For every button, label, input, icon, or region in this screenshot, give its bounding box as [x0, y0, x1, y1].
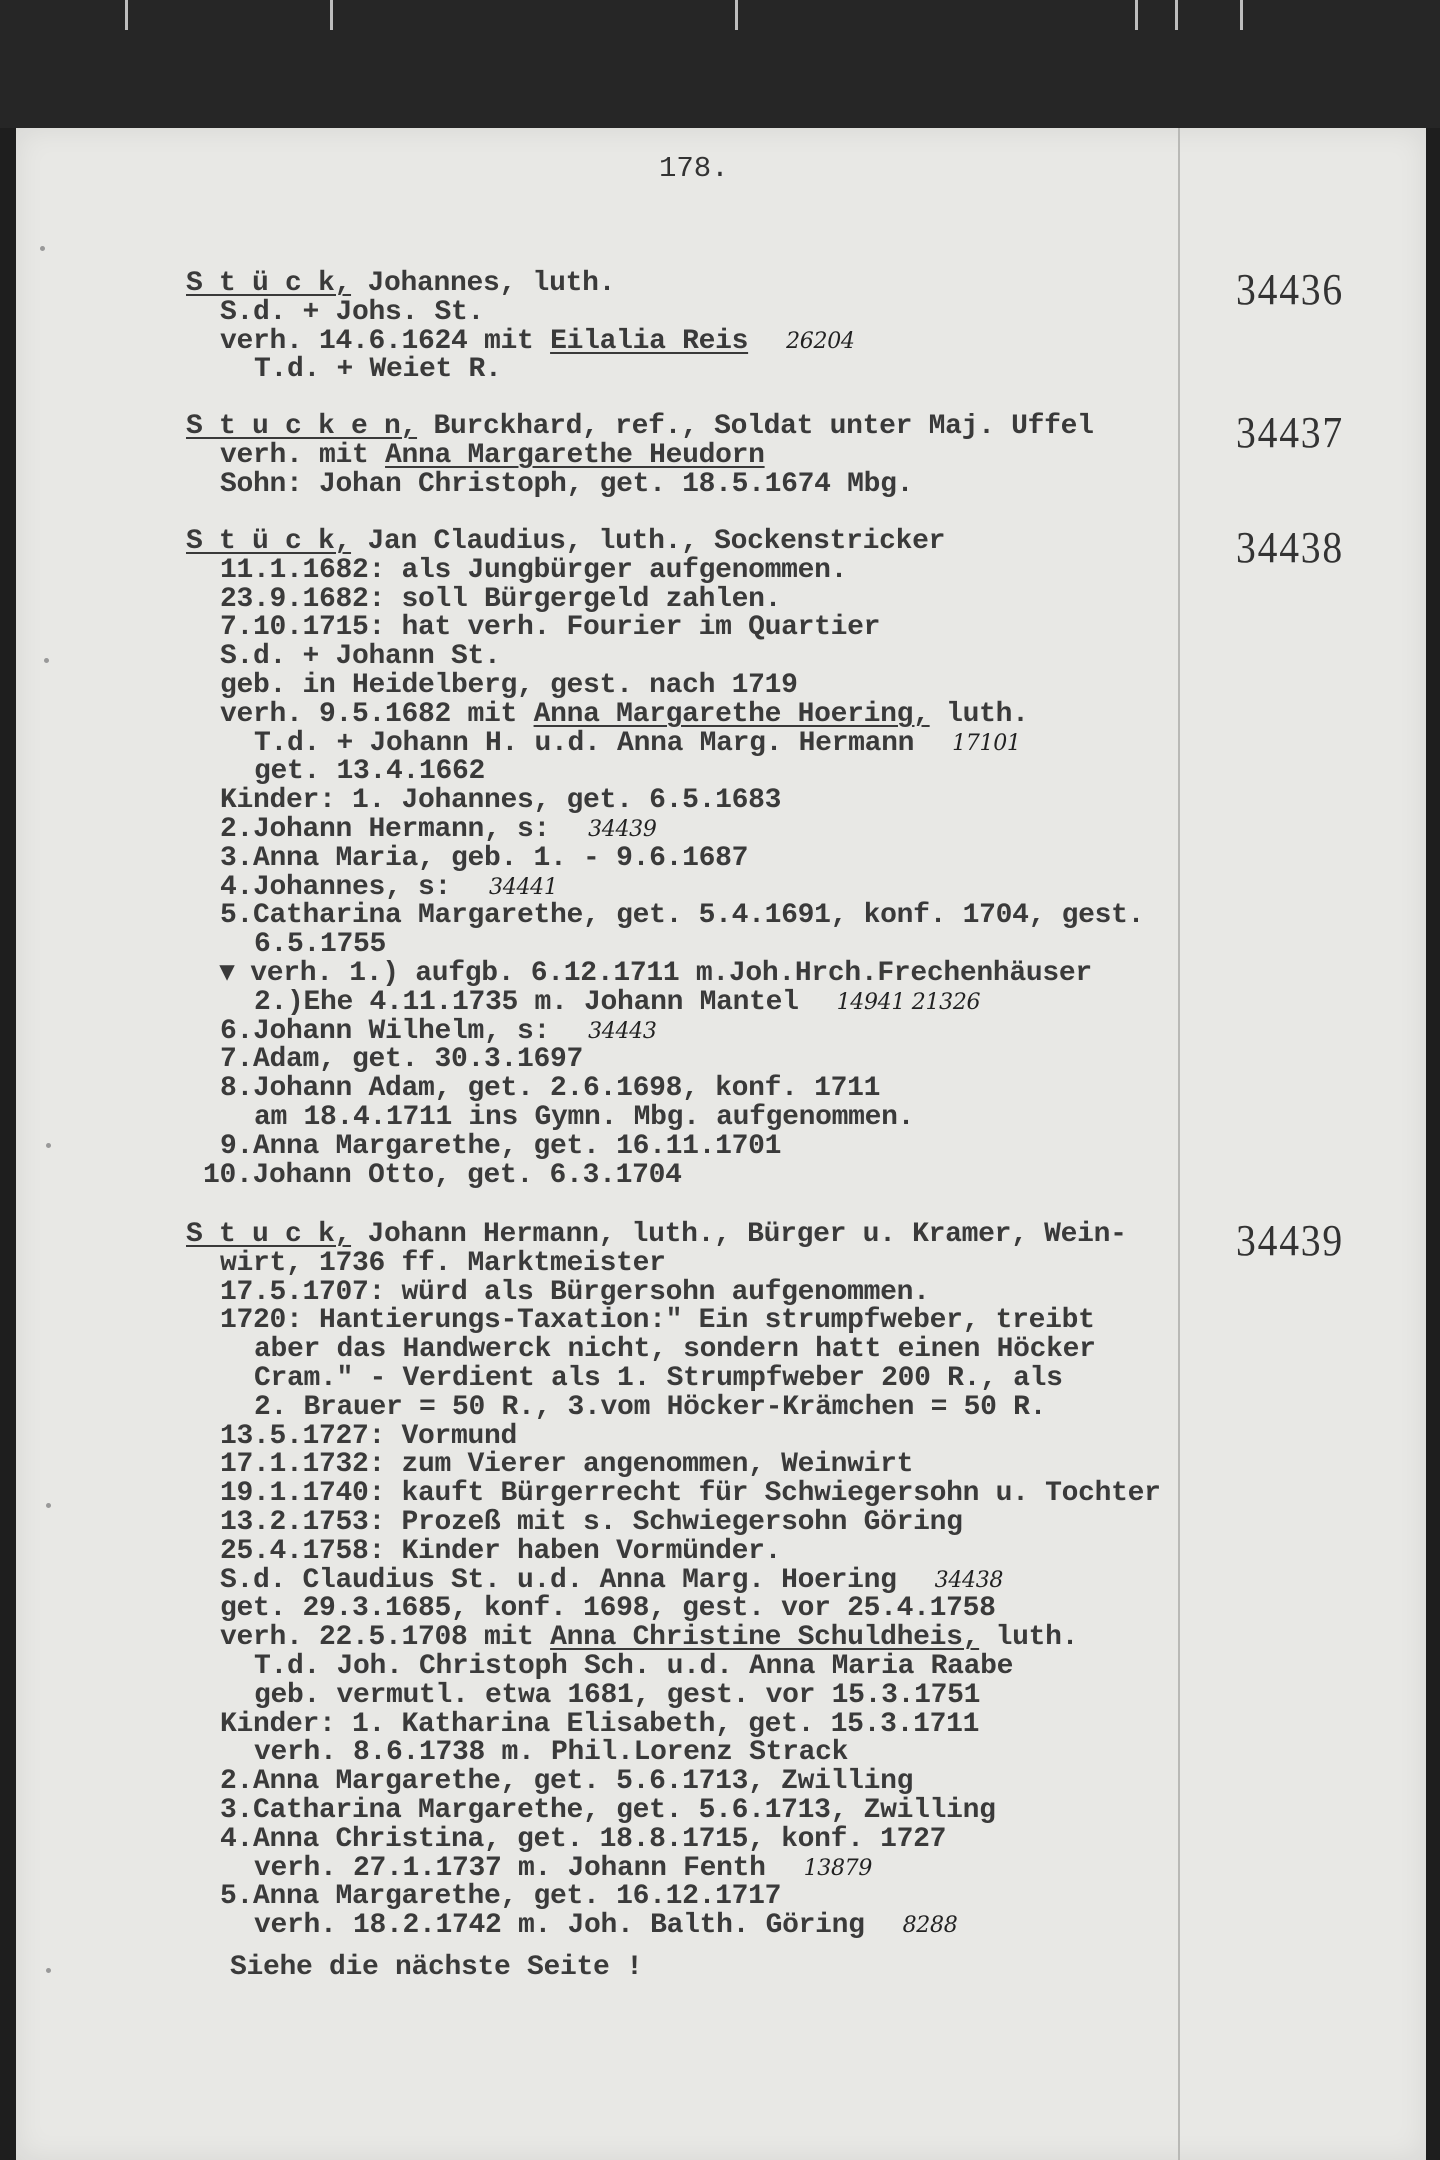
text-line — [186, 583, 1440, 615]
scan-mark — [1135, 0, 1138, 30]
text-line — [186, 698, 1440, 730]
line-text: 7.10.1715: hat verh. Fourier im Quartier — [220, 612, 881, 644]
line-text: 3.Catharina Margarethe, get. 5.6.1713, Zwilling — [220, 1794, 996, 1826]
line-text: 7.Adam, get. 30.3.1697 — [220, 1044, 584, 1076]
line-text: verh. 9.5.1682 mit — [220, 698, 534, 730]
line-text: Kinder: 1. Johannes, get. 6.5.1683 — [220, 785, 782, 817]
handwritten-ref: 14941 21326 — [836, 989, 981, 1015]
line-text: verh. mit — [220, 439, 386, 471]
text-line — [186, 931, 1440, 960]
line-text: ▾ verh. 1.) aufgb. 6.12.1711 m.Joh.Hrch.Frechenhäuser — [220, 957, 1092, 989]
line-text: 17.5.1707: würd als Bürgersohn aufgenommen. — [220, 1276, 930, 1308]
line-text: verh. 18.2.1742 m. Joh. Balth. Göring — [254, 1910, 865, 1942]
line-text: 4.Anna Christina, get. 18.8.1715, konf. 1727 — [220, 1823, 947, 1855]
line-text: Sohn: Johan Christoph, get. 18.5.1674 Mbg. — [220, 468, 914, 500]
text-line — [186, 727, 1440, 759]
text-line — [186, 1650, 1440, 1682]
line-text: 5.Anna Margarethe, get. 16.12.1717 — [220, 1881, 782, 1913]
text-line — [186, 1336, 1440, 1365]
underlined-name: Anna Margarethe Heudorn — [385, 439, 765, 471]
line-text: S.d. + Johs. St. — [220, 296, 485, 328]
handwritten-ref: 34441 — [489, 874, 558, 900]
scan-mark — [1175, 0, 1178, 30]
document-page — [16, 128, 1426, 2160]
record-number: 34438 — [1236, 523, 1344, 572]
text-line — [186, 1595, 1440, 1624]
handwritten-ref: 34443 — [588, 1018, 657, 1044]
line-text: geb. vermutl. etwa 1681, gest. vor 15.3.1751 — [254, 1679, 981, 1711]
line-text: 4.Johannes, s: — [220, 871, 452, 903]
line-text: am 18.4.1711 ins Gymn. Mbg. aufgenommen. — [254, 1101, 915, 1133]
line-text: get. 13.4.1662 — [254, 756, 486, 788]
text-line — [186, 356, 1440, 385]
text-line — [186, 1679, 1440, 1711]
line-text: 2. Brauer = 50 R., 3.vom Höcker-Krämchen = 50 R. — [254, 1391, 1047, 1423]
underlined-name: S t ü c k, — [186, 268, 352, 299]
scan-mark — [125, 0, 128, 30]
text-line — [186, 758, 1440, 787]
line-text-cont: Johann Hermann, luth., Bürger u. Kramer, Wein- — [351, 1219, 1127, 1250]
text-line — [186, 669, 1440, 701]
text-line — [186, 614, 1440, 643]
handwritten-ref: 26204 — [786, 328, 855, 354]
text-line — [186, 1739, 1440, 1768]
line-text: 8.Johann Adam, get. 2.6.1698, konf. 1711 — [220, 1073, 881, 1105]
text-line — [186, 325, 1440, 357]
underlined-name: S t u c k, — [186, 1219, 352, 1250]
text-line — [186, 1708, 1440, 1740]
line-text: 2.Johann Hermann, s: — [220, 813, 551, 845]
line-text: geb. in Heidelberg, gest. nach 1719 — [220, 669, 798, 701]
line-text: 23.9.1682: soll Bürgergeld zahlen. — [220, 583, 782, 615]
text-line — [186, 1420, 1440, 1452]
line-text: verh. 8.6.1738 m. Phil.Lorenz Strack — [254, 1737, 849, 1769]
text-line — [186, 1101, 1440, 1133]
record-entry — [186, 408, 1440, 500]
line-text: 9.Anna Margarethe, get. 16.11.1701 — [220, 1130, 782, 1162]
record-number: 34439 — [1236, 1216, 1344, 1265]
text-line — [186, 1883, 1440, 1912]
line-text: get. 29.3.1685, konf. 1698, gest. vor 25.4.1758 — [220, 1593, 996, 1625]
line-text: S.d. + Johann St. — [220, 641, 501, 673]
line-text: wirt, 1736 ff. Marktmeister — [220, 1247, 666, 1279]
line-text: T.d. + Johann H. u.d. Anna Marg. Hermann — [254, 727, 915, 759]
text-line — [186, 1362, 1440, 1394]
text-line — [186, 1852, 1440, 1884]
underlined-name: Anna Christine Schuldheis, — [550, 1622, 980, 1654]
text-line — [186, 1159, 1440, 1191]
text-line — [186, 813, 1440, 845]
handwritten-ref: 34439 — [588, 816, 657, 842]
line-text: 3.Anna Maria, geb. 1. - 9.6.1687 — [220, 842, 749, 874]
text-line — [186, 1276, 1440, 1308]
text-line — [186, 957, 1440, 989]
text-line — [186, 1075, 1440, 1104]
text-line — [186, 1912, 1440, 1941]
line-text: 2.)Ehe 4.11.1735 m. Johann Mantel — [254, 986, 799, 1018]
line-text: 10.Johann Otto, get. 6.3.1704 — [203, 1159, 682, 1191]
text-line — [186, 1130, 1440, 1162]
record-entry — [186, 1216, 1440, 1942]
text-line — [186, 643, 1440, 672]
text-line — [186, 986, 1440, 1018]
line-text: 2.Anna Margarethe, get. 5.6.1713, Zwilling — [220, 1766, 914, 1798]
line-text: T.d. + Weiet R. — [254, 354, 502, 386]
underlined-name: S t u c k e n, — [186, 411, 418, 442]
punch-mark — [40, 246, 45, 251]
scan-mark — [1240, 0, 1243, 30]
page-number: 178. — [659, 152, 729, 185]
text-line — [186, 1768, 1440, 1797]
scan-mark — [735, 0, 738, 30]
line-text: 25.4.1758: Kinder haben Vormünder. — [220, 1535, 782, 1567]
line-text-cont: Johannes, luth. — [351, 268, 616, 299]
record-entry — [186, 265, 1440, 386]
text-line — [186, 1506, 1440, 1538]
text-line — [186, 787, 1440, 816]
text-line — [186, 902, 1440, 931]
underlined-name: Anna Margarethe Hoering, — [533, 698, 930, 730]
line-text-cont: luth. — [979, 1622, 1079, 1654]
underlined-name: Eilalia Reis — [550, 325, 749, 357]
line-text-cont: luth. — [929, 698, 1029, 730]
line-text: verh. 14.6.1624 mit — [220, 325, 551, 357]
text-line — [186, 1015, 1440, 1047]
punch-mark — [46, 1968, 51, 1973]
record-number: 34436 — [1236, 265, 1344, 314]
line-text: verh. 27.1.1737 m. Johann Fenth — [254, 1852, 766, 1884]
scan-top-border — [0, 0, 1440, 128]
record-number: 34437 — [1236, 408, 1344, 457]
text-line — [186, 1794, 1440, 1826]
text-line — [186, 1564, 1440, 1596]
line-text: verh. 22.5.1708 mit — [220, 1622, 551, 1654]
text-line — [186, 1624, 1440, 1653]
line-text: S.d. Claudius St. u.d. Anna Marg. Hoering — [220, 1564, 897, 1596]
footer-note: Siehe die nächste Seite ! — [230, 1952, 643, 1983]
line-text: 5.Catharina Margarethe, get. 5.4.1691, konf. 1704, gest. — [220, 900, 1145, 932]
punch-mark — [46, 1143, 51, 1148]
punch-mark — [46, 1503, 51, 1508]
handwritten-ref: 13879 — [803, 1855, 873, 1881]
line-text: 19.1.1740: kauft Bürgerrecht für Schwiegersohn u. Tochter — [220, 1478, 1161, 1510]
line-text: 6.Johann Wilhelm, s: — [220, 1015, 551, 1047]
text-line — [186, 1451, 1440, 1480]
line-text: Cram." - Verdient als 1. Strumpfweber 200 R., als — [254, 1362, 1063, 1394]
line-text-cont: Burckhard, ref., Soldat unter Maj. Uffel — [417, 411, 1094, 442]
text-line — [186, 1307, 1440, 1336]
record-entry — [186, 523, 1440, 1191]
text-line — [186, 1046, 1440, 1075]
line-text: 1720: Hantierungs-Taxation:" Ein strumpfweber, treibt — [220, 1305, 1095, 1337]
text-line — [186, 1823, 1440, 1855]
handwritten-ref: 8288 — [902, 1913, 958, 1939]
line-text: aber das Handwerck nicht, sondern hatt einen Höcker — [254, 1334, 1096, 1366]
underlined-name: S t ü c k, — [186, 526, 352, 557]
punch-mark — [44, 658, 49, 663]
line-text: 13.2.1753: Prozeß mit s. Schwiegersohn Göring — [220, 1506, 963, 1538]
line-text: Kinder: 1. Katharina Elisabeth, get. 15.3.1711 — [220, 1708, 980, 1740]
line-text: 17.1.1732: zum Vierer angenommen, Weinwirt — [220, 1449, 914, 1481]
text-line — [186, 1391, 1440, 1423]
handwritten-ref: 17101 — [952, 730, 1021, 756]
text-line — [186, 842, 1440, 874]
text-line — [186, 871, 1440, 903]
line-text: T.d. Joh. Christoph Sch. u.d. Anna Maria Raabe — [254, 1650, 1014, 1682]
text-line — [186, 468, 1440, 500]
text-line — [186, 1480, 1440, 1509]
text-line — [186, 1535, 1440, 1567]
handwritten-ref: 34438 — [934, 1567, 1004, 1593]
line-text: 6.5.1755 — [254, 929, 387, 961]
line-text: 13.5.1727: Vormund — [220, 1420, 518, 1452]
scan-mark — [330, 0, 333, 30]
line-text: 11.1.1682: als Jungbürger aufgenommen. — [220, 554, 848, 586]
line-text-cont: Jan Claudius, luth., Sockenstricker — [351, 526, 946, 557]
